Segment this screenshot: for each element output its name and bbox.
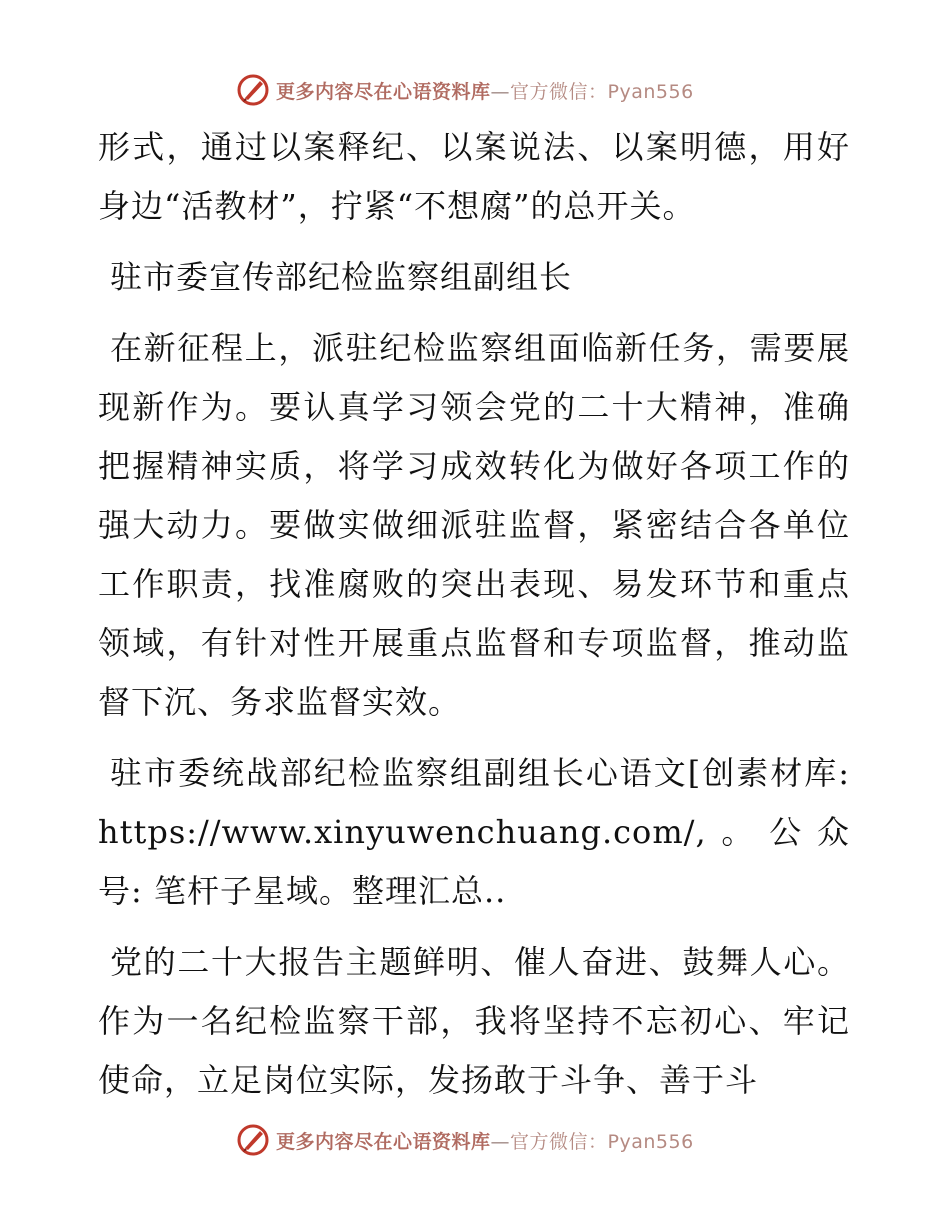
banner-main-text: 更多内容尽在心语资料库 xyxy=(276,1130,491,1153)
paragraph-continuation: 形式，通过以案释纪、以案说法、以案明德，用好身边“活教材”，拧紧“不想腐”的总开关。 xyxy=(98,128,850,225)
quill-logo-icon xyxy=(236,73,270,107)
paragraph-speaker-title-propaganda: 驻市委宣传部纪检监察组副组长 xyxy=(110,258,573,296)
banner-text xyxy=(276,77,694,104)
paragraph-statement-united-front: 党的二十大报告主题鲜明、催人奋进、鼓舞人心。作为一名纪检监察干部，我将坚持不忘初心、牢记使命，立足岗位实际，发扬敢于斗争、善于斗 xyxy=(98,943,850,1099)
footer-watermark-banner xyxy=(236,1122,694,1158)
document-body xyxy=(98,118,850,1110)
banner-main-text: 更多内容尽在心语资料库 xyxy=(276,80,491,103)
paragraph-statement-propaganda: 在新征程上，派驻纪检监察组面临新任务，需要展现新作为。要认真学习领会党的二十大精神，准确把握精神实质，将学习成效转化为做好各项工作的强大动力。要做实做细派驻监督，紧密结合各单位工作职责，找准腐败的突出表现、易发环节和重点领域，有针对性开展重点监督和专项监督，推动监督下沉、务求监督实效。 xyxy=(98,329,850,721)
header-watermark-banner xyxy=(236,72,694,108)
banner-separator: — xyxy=(490,1130,511,1153)
banner-text xyxy=(276,1127,694,1154)
banner-wechat-text: 官方微信：Pyan556 xyxy=(510,1130,694,1153)
banner-separator: — xyxy=(490,80,511,103)
quill-logo-icon xyxy=(236,1123,270,1157)
banner-wechat-text: 官方微信：Pyan556 xyxy=(510,80,694,103)
paragraph-speaker-title-united-front: 驻市委统战部纪检监察组副组长心语文[创素材库: https://www.xinyuwenchuang.com/,。公众号: 笔杆子星域。整理汇总.. xyxy=(98,754,850,910)
